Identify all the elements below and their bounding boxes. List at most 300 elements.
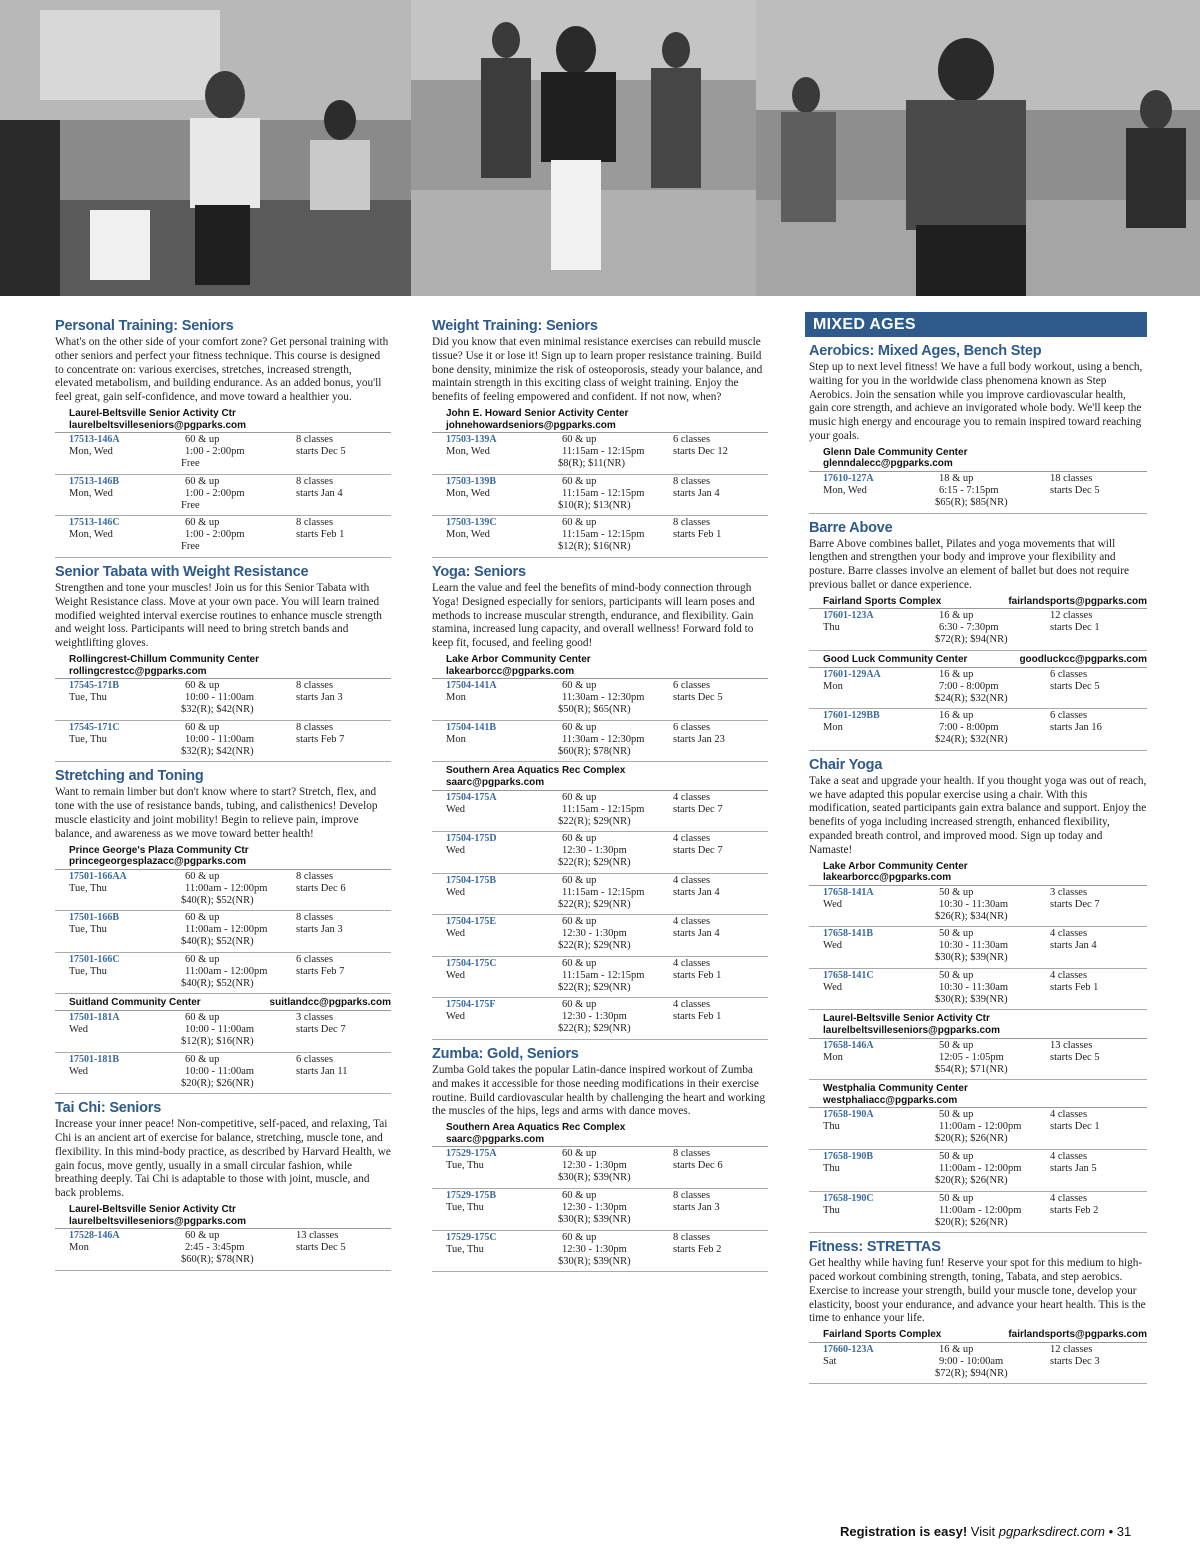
class-fee: $30(R); $39(NR) — [558, 1214, 631, 1226]
section-zumba-gold — [432, 1046, 768, 1272]
class-age: 60 & up — [562, 1231, 597, 1243]
class-days: Mon, Wed — [69, 487, 113, 499]
class-list — [809, 668, 1147, 751]
class-row — [432, 679, 768, 721]
class-age: 50 & up — [939, 1039, 974, 1051]
class-age: 60 & up — [185, 870, 220, 882]
location-email[interactable]: suitlandcc@pgparks.com — [269, 997, 391, 1009]
class-time: 1:00 - 2:00pm — [185, 529, 245, 541]
class-code[interactable]: 17658-141C — [823, 969, 874, 981]
class-count: 4 classes — [1050, 1109, 1088, 1121]
class-code[interactable]: 17501-166B — [69, 912, 119, 924]
class-fee: $60(R); $78(NR) — [181, 1254, 254, 1266]
class-start: starts Dec 5 — [1050, 484, 1100, 496]
class-fee: $10(R); $13(NR) — [558, 499, 631, 511]
mixed-ages-banner: MIXED AGES — [805, 312, 1147, 337]
class-start: starts Jan 4 — [1050, 940, 1097, 952]
class-age: 50 & up — [939, 1192, 974, 1204]
class-start: starts Dec 7 — [1050, 898, 1100, 910]
class-code[interactable]: 17660-123A — [823, 1343, 874, 1355]
photo-gym-dance-class — [411, 0, 756, 296]
class-age: 60 & up — [185, 953, 220, 965]
class-time: 11:30am - 12:30pm — [562, 733, 645, 745]
location-header — [432, 654, 768, 679]
class-row — [55, 433, 391, 475]
class-code[interactable]: 17513-146B — [69, 475, 119, 487]
section-aerobics-bench-step — [809, 343, 1147, 514]
class-count: 6 classes — [673, 721, 711, 733]
class-start: starts Dec 5 — [296, 1242, 346, 1254]
class-fee: Free — [181, 458, 200, 470]
location-email[interactable]: laurelbeltsvilleseniors@pgparks.com — [69, 419, 247, 431]
class-count: 4 classes — [673, 791, 711, 803]
class-code[interactable]: 17503-139B — [446, 475, 496, 487]
class-time: 12:30 - 1:30pm — [562, 1202, 627, 1214]
location-name: Lake Arbor Community Center — [823, 860, 968, 872]
location-email[interactable]: laurelbeltsvilleseniors@pgparks.com — [823, 1025, 1001, 1037]
class-fee: $22(R); $29(NR) — [558, 898, 631, 910]
section-title: Senior Tabata with Weight Resistance — [55, 563, 309, 580]
section-title: Fitness: STRETTAS — [809, 1239, 941, 1256]
location-header — [432, 408, 768, 433]
class-age: 60 & up — [185, 1012, 220, 1024]
class-age: 60 & up — [562, 999, 597, 1011]
class-time: 11:15am - 12:15pm — [562, 969, 645, 981]
class-time: 11:00am - 12:00pm — [185, 924, 268, 936]
location-email[interactable]: goodluckcc@pgparks.com — [1019, 653, 1147, 665]
class-row — [55, 953, 391, 995]
class-count: 6 classes — [1050, 668, 1088, 680]
class-days: Wed — [823, 981, 842, 993]
class-code[interactable]: 17529-175B — [446, 1190, 496, 1202]
location-email[interactable]: lakearborcc@pgparks.com — [823, 872, 952, 884]
class-list — [432, 791, 768, 1041]
class-days: Mon, Wed — [446, 487, 490, 499]
section-description: Take a seat and upgrade your health. If you thought yoga was out of reach, we have adapted this popular exercise using a chair. With this modification, seated participants gain extra balance and support. Enjoy the benefits of yoga including increased strength, enhanced flexibility, expanded breath control, and improved mood. Sign up today and Namaste! — [809, 774, 1147, 856]
section-weight-training — [432, 318, 768, 558]
location-email[interactable]: fairlandsports@pgparks.com — [1008, 1329, 1147, 1341]
class-time: 12:30 - 1:30pm — [562, 1243, 627, 1255]
class-count: 3 classes — [1050, 886, 1088, 898]
class-code[interactable]: 17504-175E — [446, 916, 496, 928]
class-row — [432, 1147, 768, 1189]
class-start: starts Dec 5 — [673, 692, 723, 704]
class-age: 50 & up — [939, 886, 974, 898]
class-count: 4 classes — [673, 999, 711, 1011]
class-code[interactable]: 17601-129AA — [823, 668, 881, 680]
location-email[interactable]: princegeorgesplazacc@pgparks.com — [69, 856, 247, 868]
class-days: Wed — [446, 1011, 465, 1023]
class-code[interactable]: 17610-127A — [823, 472, 874, 484]
class-code[interactable]: 17545-171B — [69, 680, 119, 692]
class-start: starts Jan 4 — [673, 487, 720, 499]
class-list — [432, 679, 768, 762]
class-code[interactable]: 17601-129BB — [823, 710, 880, 722]
class-days: Wed — [446, 928, 465, 940]
class-fee: $20(R); $26(NR) — [935, 1133, 1008, 1145]
class-age: 60 & up — [562, 475, 597, 487]
class-list — [55, 1011, 391, 1094]
class-count: 6 classes — [296, 953, 334, 965]
class-count: 8 classes — [673, 1148, 711, 1160]
class-count: 18 classes — [1050, 472, 1093, 484]
class-days: Tue, Thu — [446, 1160, 484, 1172]
class-fee: Free — [181, 499, 200, 511]
class-fee: Free — [181, 541, 200, 553]
class-row — [432, 475, 768, 517]
class-code[interactable]: 17601-123A — [823, 610, 874, 622]
class-start: starts Jan 5 — [1050, 1163, 1097, 1175]
class-days: Mon — [446, 733, 466, 745]
location-name: Fairland Sports Complex — [823, 595, 942, 607]
class-start: starts Jan 3 — [673, 1202, 720, 1214]
class-age: 50 & up — [939, 1151, 974, 1163]
location-name: Southern Area Aquatics Rec Complex — [446, 765, 626, 777]
class-code[interactable]: 17504-175F — [446, 999, 496, 1011]
class-fee: $22(R); $29(NR) — [558, 857, 631, 869]
class-row — [55, 516, 391, 558]
class-row — [55, 721, 391, 763]
class-count: 12 classes — [1050, 1343, 1093, 1355]
class-row — [809, 1108, 1147, 1150]
location-header — [809, 596, 1147, 610]
location-email[interactable]: saarc@pgparks.com — [446, 1133, 545, 1145]
class-days: Mon, Wed — [69, 529, 113, 541]
location-header — [809, 1329, 1147, 1343]
class-age: 60 & up — [562, 721, 597, 733]
class-days: Mon — [69, 1242, 89, 1254]
class-days: Tue, Thu — [446, 1243, 484, 1255]
location-header — [55, 1204, 391, 1229]
class-fee: $60(R); $78(NR) — [558, 745, 631, 757]
location-header — [55, 845, 391, 870]
section-description: What's on the other side of your comfort zone? Get personal training with other seniors and perfect your fitness technique. This course is designed to concentrate on: various exercises, stretches, increased strength, elevated metabolism, and building endurance. As an added bonus, you'll feel great, gain self-confidence, and move toward a healthier you. — [55, 336, 389, 404]
class-count: 8 classes — [296, 870, 334, 882]
class-row — [432, 957, 768, 999]
class-code[interactable]: 17658-190A — [823, 1109, 874, 1121]
class-code[interactable]: 17501-181A — [69, 1012, 120, 1024]
class-count: 8 classes — [673, 475, 711, 487]
class-days: Mon — [446, 692, 466, 704]
class-time: 10:30 - 11:30am — [939, 981, 1009, 993]
section-tai-chi — [55, 1100, 391, 1271]
class-count: 6 classes — [673, 680, 711, 692]
class-start: starts Dec 12 — [673, 446, 728, 458]
class-code[interactable]: 17501-181B — [69, 1053, 119, 1065]
section-description: Get healthy while having fun! Reserve your spot for this medium to high-paced workout combining strength, toning, Tabata, and step aerobics. Exercise to increase your strength, build your muscle tone, develop your elasticity, boost your endurance, and advance your heart health. This is the time to enhance your life. — [809, 1257, 1146, 1325]
class-count: 6 classes — [673, 434, 711, 446]
class-count: 8 classes — [673, 1190, 711, 1202]
class-row — [809, 1192, 1147, 1234]
location-header — [55, 654, 391, 679]
class-code[interactable]: 17504-175A — [446, 791, 497, 803]
class-time: 6:30 - 7:30pm — [939, 622, 999, 634]
class-row — [809, 1150, 1147, 1192]
location-email[interactable]: westphaliacc@pgparks.com — [823, 1094, 958, 1106]
class-row — [809, 969, 1147, 1011]
class-start: starts Jan 3 — [296, 692, 343, 704]
class-age: 16 & up — [939, 1343, 974, 1355]
class-code[interactable]: 17503-139C — [446, 517, 497, 529]
footer-separator: • — [1108, 1524, 1114, 1539]
class-age: 60 & up — [562, 833, 597, 845]
class-time: 6:15 - 7:15pm — [939, 484, 999, 496]
location-header — [809, 861, 1147, 886]
class-start: starts Dec 3 — [1050, 1355, 1100, 1367]
class-fee: $30(R); $39(NR) — [558, 1255, 631, 1267]
class-row — [432, 1231, 768, 1273]
footer-visit: Visit — [970, 1524, 996, 1539]
class-age: 60 & up — [185, 475, 220, 487]
location-header — [809, 447, 1147, 472]
location-name: Lake Arbor Community Center — [446, 653, 591, 665]
class-time: 11:00am - 12:00pm — [185, 882, 268, 894]
class-days: Sat — [823, 1355, 837, 1367]
location-name: Rollingcrest-Chillum Community Center — [69, 653, 260, 665]
class-age: 60 & up — [185, 680, 220, 692]
class-fee: $22(R); $29(NR) — [558, 940, 631, 952]
section-description: Strengthen and tone your muscles! Join us for this Senior Tabata with Weight Resistance class. Move at your own pace. You will learn trained modified weighted interval exercise routines to enhance muscle strength and weight loss. Participants will need to bring stretch bands and weightlifting gloves. — [55, 581, 382, 650]
class-age: 60 & up — [185, 1053, 220, 1065]
class-start: starts Feb 2 — [1050, 1204, 1099, 1216]
class-list — [809, 1039, 1147, 1081]
section-description: Did you know that even minimal resistance exercises can rebuild muscle tissue? Use it or lose it! Sign up to learn proper resistance training. Build bone density, minimize the risk of osteoporosis, steady your balance, and maintain strength in this exciting class of weight training. Enjoy the benefits of feeling empowered and confident. If not now, when? — [432, 336, 763, 404]
class-code[interactable]: 17504-141B — [446, 721, 496, 733]
section-senior-tabata — [55, 564, 391, 762]
class-code[interactable]: 17658-141A — [823, 886, 874, 898]
section-title: Tai Chi: Seniors — [55, 1100, 162, 1117]
class-count: 4 classes — [673, 957, 711, 969]
class-time: 10:30 - 11:30am — [939, 898, 1009, 910]
class-age: 60 & up — [562, 874, 597, 886]
class-count: 6 classes — [1050, 710, 1088, 722]
class-start: starts Dec 7 — [673, 845, 723, 857]
class-age: 60 & up — [185, 1230, 220, 1242]
class-start: starts Jan 3 — [296, 924, 343, 936]
location-email[interactable]: rollingcrestcc@pgparks.com — [69, 665, 207, 677]
class-days: Wed — [69, 1065, 88, 1077]
class-start: starts Dec 1 — [1050, 1121, 1100, 1133]
class-days: Mon — [823, 722, 843, 734]
class-code[interactable]: 17529-175C — [446, 1231, 497, 1243]
class-row — [432, 1189, 768, 1231]
class-list — [809, 609, 1147, 651]
location-name: Good Luck Community Center — [823, 653, 968, 665]
section-title: Stretching and Toning — [55, 768, 204, 785]
class-age: 16 & up — [939, 710, 974, 722]
class-count: 8 classes — [296, 721, 334, 733]
photo-man-dancing-gym — [756, 0, 1200, 296]
class-fee: $30(R); $39(NR) — [935, 952, 1008, 964]
class-code[interactable]: 17501-166C — [69, 953, 120, 965]
class-time: 11:00am - 12:00pm — [939, 1204, 1022, 1216]
class-code[interactable]: 17658-141B — [823, 928, 873, 940]
class-days: Thu — [823, 1163, 840, 1175]
class-time: 10:00 - 11:00am — [185, 1065, 255, 1077]
class-row — [809, 1039, 1147, 1081]
class-age: 60 & up — [562, 1148, 597, 1160]
class-days: Wed — [823, 940, 842, 952]
class-count: 4 classes — [673, 916, 711, 928]
location-header — [55, 997, 391, 1011]
class-start: starts Dec 1 — [1050, 622, 1100, 634]
class-fee: $30(R); $39(NR) — [935, 993, 1008, 1005]
class-days: Mon — [823, 680, 843, 692]
column-1 — [55, 312, 391, 1271]
location-header — [432, 765, 768, 790]
class-row — [809, 709, 1147, 751]
class-start: starts Dec 6 — [296, 882, 346, 894]
class-age: 60 & up — [562, 791, 597, 803]
location-header — [809, 654, 1147, 668]
class-list — [809, 1343, 1147, 1385]
location-email[interactable]: lakearborcc@pgparks.com — [446, 665, 575, 677]
location-email[interactable]: saarc@pgparks.com — [446, 776, 545, 788]
class-time: 7:00 - 8:00pm — [939, 680, 999, 692]
location-name: John E. Howard Senior Activity Center — [446, 407, 629, 419]
class-list — [432, 433, 768, 558]
class-time: 12:30 - 1:30pm — [562, 845, 627, 857]
class-fee: $40(R); $52(NR) — [181, 894, 254, 906]
class-age: 18 & up — [939, 472, 974, 484]
class-start: starts Feb 7 — [296, 965, 345, 977]
class-code[interactable]: 17504-141A — [446, 680, 497, 692]
class-days: Tue, Thu — [69, 924, 107, 936]
class-start: starts Jan 4 — [673, 886, 720, 898]
class-time: 11:15am - 12:15pm — [562, 529, 645, 541]
section-description: Step up to next level fitness! We have a full body workout, using a bench, waiting for you in the worldwide class phenomena known as Step Aerobics. Join the sensation while you improve cardiovascular health, gain core strength, and achieve an invigorated whole body. We'll keep the music high energy and encourage you to remain inspired toward reaching your goals. — [809, 361, 1143, 442]
class-code[interactable]: 17504-175B — [446, 874, 496, 886]
class-days: Mon, Wed — [446, 529, 490, 541]
class-days: Thu — [823, 1121, 840, 1133]
class-count: 4 classes — [1050, 1151, 1088, 1163]
class-count: 13 classes — [1050, 1039, 1093, 1051]
location-header — [55, 408, 391, 433]
class-count: 8 classes — [296, 434, 334, 446]
section-description: Increase your inner peace! Non-competitive, self-paced, and relaxing, Tai Chi is an ancient art of exercise for balance, stretching, muscle tone, and flexibility. In this mind-body practice, as described by Harvard Health, we gain focus, move gently, usually in a small circular fashion, while breathing deeply. Tai Chi is adaptable to those with joint, muscle, and back problems. — [55, 1118, 391, 1200]
footer-url-link[interactable]: pgparksdirect.com — [998, 1524, 1105, 1539]
class-row — [55, 911, 391, 953]
class-age: 60 & up — [562, 1190, 597, 1202]
class-time: 12:30 - 1:30pm — [562, 1160, 627, 1172]
class-time: 10:00 - 11:00am — [185, 1024, 255, 1036]
section-title: Personal Training: Seniors — [55, 318, 234, 334]
class-time: 2:45 - 3:45pm — [185, 1242, 245, 1254]
location-name: Glenn Dale Community Center — [823, 446, 968, 458]
class-code[interactable]: 17504-175C — [446, 957, 497, 969]
class-row — [809, 1343, 1147, 1385]
class-fee: $72(R); $94(NR) — [935, 1367, 1008, 1379]
class-start: starts Dec 5 — [1050, 1051, 1100, 1063]
location-name: Laurel-Beltsville Senior Activity Ctr — [823, 1013, 990, 1025]
class-code[interactable]: 17513-146C — [69, 517, 120, 529]
class-fee: $72(R); $94(NR) — [935, 634, 1008, 646]
class-time: 11:15am - 12:15pm — [562, 487, 645, 499]
class-list — [809, 886, 1147, 1011]
class-start: starts Feb 1 — [1050, 981, 1099, 993]
class-start: starts Dec 6 — [673, 1160, 723, 1172]
class-code[interactable]: 17545-171C — [69, 721, 120, 733]
class-age: 50 & up — [939, 969, 974, 981]
class-time: 12:05 - 1:05pm — [939, 1051, 1004, 1063]
class-count: 6 classes — [296, 1053, 334, 1065]
class-code[interactable]: 17658-190C — [823, 1192, 874, 1204]
class-row — [55, 679, 391, 721]
location-email[interactable]: glenndalecc@pgparks.com — [823, 458, 953, 470]
class-list — [55, 1229, 391, 1271]
class-count: 12 classes — [1050, 610, 1093, 622]
location-name: Fairland Sports Complex — [823, 1329, 942, 1341]
class-time: 11:15am - 12:15pm — [562, 803, 645, 815]
class-age: 60 & up — [562, 957, 597, 969]
class-start: starts Jan 16 — [1050, 722, 1102, 734]
class-fee: $65(R); $85(NR) — [935, 496, 1008, 508]
class-age: 60 & up — [185, 912, 220, 924]
section-stretching-toning — [55, 768, 391, 1094]
class-time: 11:00am - 12:00pm — [939, 1163, 1022, 1175]
class-age: 60 & up — [185, 721, 220, 733]
class-count: 8 classes — [296, 517, 334, 529]
location-header — [809, 1083, 1147, 1108]
section-title: Weight Training: Seniors — [432, 318, 598, 334]
class-count: 3 classes — [296, 1012, 334, 1024]
class-list — [809, 472, 1147, 514]
class-row — [432, 915, 768, 957]
class-days: Thu — [823, 1204, 840, 1216]
class-start: starts Dec 5 — [1050, 680, 1100, 692]
class-start: starts Jan 23 — [673, 733, 725, 745]
column-3 — [809, 312, 1147, 1384]
class-list — [432, 1147, 768, 1272]
class-days: Thu — [823, 622, 840, 634]
location-email[interactable]: laurelbeltsvilleseniors@pgparks.com — [69, 1215, 247, 1227]
section-title: Zumba: Gold, Seniors — [432, 1046, 579, 1063]
class-code[interactable]: 17501-166AA — [69, 870, 127, 882]
class-count: 8 classes — [296, 912, 334, 924]
class-code[interactable]: 17529-175A — [446, 1148, 497, 1160]
class-row — [432, 721, 768, 763]
class-age: 60 & up — [185, 434, 220, 446]
class-fee: $32(R); $42(NR) — [181, 704, 254, 716]
class-row — [55, 1011, 391, 1053]
class-fee: $20(R); $26(NR) — [181, 1077, 254, 1089]
class-age: 60 & up — [562, 517, 597, 529]
location-email[interactable]: johnehowardseniors@pgparks.com — [446, 419, 616, 431]
class-time: 11:00am - 12:00pm — [939, 1121, 1022, 1133]
class-code[interactable]: 17528-146A — [69, 1230, 120, 1242]
class-time: 10:30 - 11:30am — [939, 940, 1009, 952]
class-count: 4 classes — [1050, 928, 1088, 940]
class-code[interactable]: 17503-139A — [446, 434, 497, 446]
class-start: starts Feb 1 — [673, 1011, 722, 1023]
class-code[interactable]: 17513-146A — [69, 434, 120, 446]
class-start: starts Feb 1 — [296, 529, 345, 541]
class-fee: $22(R); $29(NR) — [558, 815, 631, 827]
location-name: Suitland Community Center — [69, 997, 201, 1009]
class-code[interactable]: 17658-146A — [823, 1039, 874, 1051]
class-start: starts Feb 7 — [296, 733, 345, 745]
photo-seniors-exercise-room — [0, 0, 411, 296]
class-count: 4 classes — [673, 833, 711, 845]
section-yoga-seniors — [432, 564, 768, 1040]
class-code[interactable]: 17504-175D — [446, 833, 497, 845]
location-email[interactable]: fairlandsports@pgparks.com — [1008, 595, 1147, 607]
class-age: 60 & up — [185, 517, 220, 529]
class-code[interactable]: 17658-190B — [823, 1151, 873, 1163]
section-description: Learn the value and feel the benefits of mind-body connection through Yoga! Designed especially for seniors, participants will learn poses and methods to increase muscular strength, endurance, and flexibility. Gain stamina, increased lung capacity, and overall wellness! Forward fold to keep fit, focused, and feeling good! — [432, 581, 755, 650]
class-days: Wed — [823, 898, 842, 910]
class-fee: $20(R); $26(NR) — [935, 1175, 1008, 1187]
